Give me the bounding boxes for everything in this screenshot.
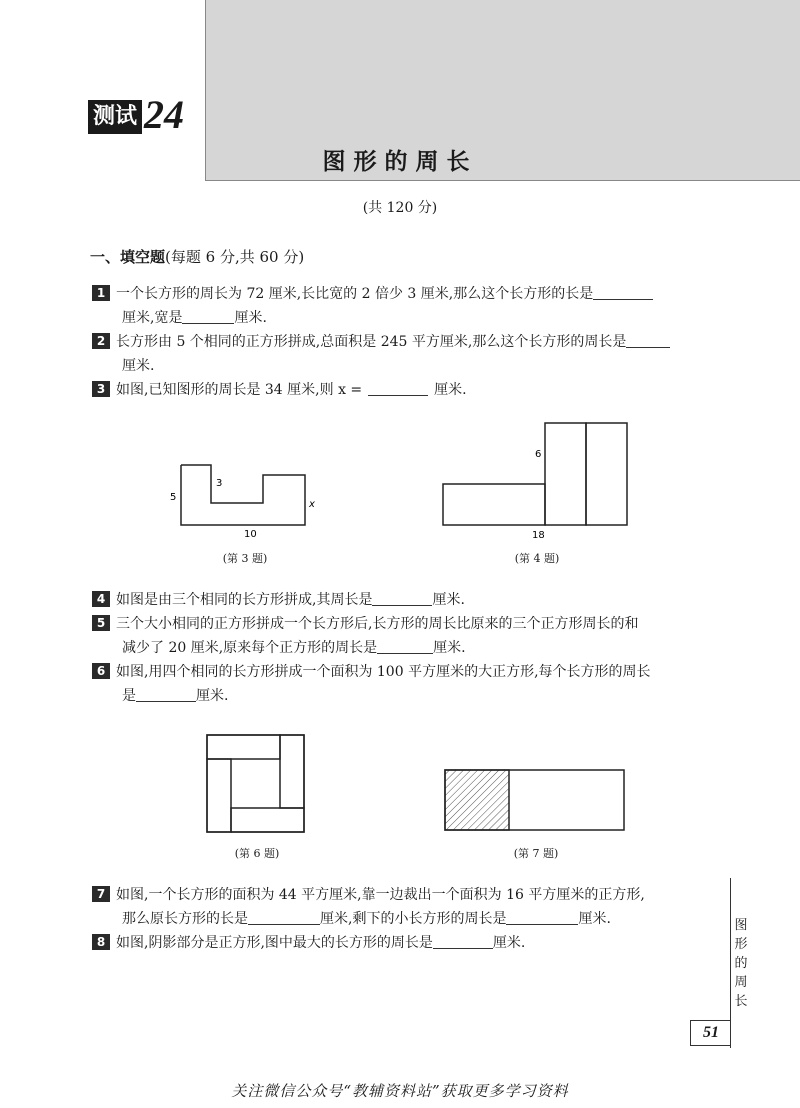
question-number: 2 — [92, 333, 110, 349]
question-number: 6 — [92, 663, 110, 679]
page-title: 图形的周长 — [322, 149, 478, 175]
answer-blank[interactable] — [626, 333, 670, 348]
question-text: 厘米. — [434, 382, 467, 398]
fig6-rect-right — [280, 735, 304, 808]
question-text: 厘米. — [433, 640, 466, 656]
total-score: (共 120 分) — [362, 200, 438, 216]
answer-blank[interactable] — [506, 910, 578, 925]
fig3-label-5: 5 — [170, 492, 177, 503]
question-text: 如图,用四个相同的长方形拼成一个面积为 100 平方厘米的大正方形,每个长方形的周长 — [116, 664, 651, 680]
answer-blank[interactable] — [368, 381, 428, 396]
answer-blank[interactable] — [593, 285, 653, 300]
question-text: 如图是由三个相同的长方形拼成,其周长是 — [116, 592, 373, 608]
figure-3 — [165, 455, 325, 565]
header-background — [205, 0, 800, 181]
question-5 — [92, 612, 638, 636]
question-text: 厘米. — [234, 310, 267, 326]
section-note: (每题 6 分,共 60 分) — [165, 248, 305, 266]
question-text: 厘米. — [492, 935, 526, 951]
sidebar-char: 长 — [734, 994, 748, 1009]
fig4-rect-vertical-2 — [586, 423, 627, 525]
section-heading — [90, 246, 304, 267]
figure-3-caption: (第 3 题) — [222, 552, 268, 565]
question-text: 厘米. — [578, 911, 611, 927]
figure-7-caption: (第 7 题) — [513, 847, 559, 860]
fig3-label-3: 3 — [216, 478, 223, 489]
sidebar-char: 的 — [734, 956, 748, 971]
question-7 — [92, 883, 645, 907]
question-number: 8 — [92, 934, 110, 950]
question-text: 长方形由 5 个相同的正方形拼成,总面积是 245 平方厘米,那么这个长方形的周长是 — [116, 334, 627, 350]
question-3 — [92, 378, 467, 402]
question-text: 如图,一个长方形的面积为 44 平方厘米,靠一边裁出一个面积为 16 平方厘米的正方形, — [116, 887, 645, 903]
question-4 — [92, 588, 465, 612]
question-text: 一个长方形的周长为 72 厘米,长比宽的 2 倍少 3 厘米,那么这个长方形的长是 — [116, 286, 594, 302]
fig4-rect-vertical-1 — [545, 423, 586, 525]
question-text: 三个大小相同的正方形拼成一个长方形后,长方形的周长比原来的三个正方形周长的和 — [116, 616, 639, 632]
question-number: 5 — [92, 615, 110, 631]
sidebar-chapter-title — [733, 916, 749, 1011]
question-number: 3 — [92, 381, 110, 397]
fig7-shaded-square — [445, 770, 509, 830]
test-label: 测试 — [88, 100, 142, 134]
answer-blank[interactable] — [182, 309, 234, 324]
figure-4-caption: (第 4 题) — [514, 552, 560, 565]
fig3-label-10: 10 — [244, 529, 257, 540]
figure-4 — [435, 415, 635, 545]
test-badge — [88, 92, 185, 137]
fig6-rect-top — [207, 735, 280, 759]
answer-blank[interactable] — [136, 687, 196, 702]
question-6-cont — [122, 684, 228, 708]
question-5-cont — [122, 636, 466, 660]
answer-blank[interactable] — [377, 639, 433, 654]
question-text: 厘米,剩下的小长方形的周长是 — [320, 911, 507, 927]
question-text: 厘米. — [432, 592, 465, 608]
answer-blank[interactable] — [372, 591, 432, 606]
fig4-label-6: 6 — [535, 449, 542, 460]
question-1 — [92, 282, 653, 306]
fig6-outer-square — [207, 735, 304, 832]
sidebar-char: 形 — [734, 937, 748, 952]
figure-6-caption: (第 6 题) — [234, 847, 280, 860]
question-text: 厘米,宽是 — [122, 310, 183, 326]
fig4-label-18: 18 — [532, 530, 545, 541]
question-6 — [92, 660, 651, 684]
section-title: 一、填空题 — [90, 248, 166, 266]
question-text: 厘米. — [196, 688, 229, 704]
question-text: 是 — [122, 688, 136, 704]
test-number: 24 — [144, 92, 185, 137]
question-2 — [92, 330, 670, 354]
fig3-label-x: x — [309, 499, 315, 510]
question-number: 7 — [92, 886, 110, 902]
figure-3-shape — [181, 465, 305, 525]
footer-note: 关注微信公众号“教辅资料站”获取更多学习资料 — [231, 1082, 569, 1100]
question-text: 如图,阴影部分是正方形,图中最大的长方形的周长是 — [116, 935, 433, 951]
question-7-cont — [122, 907, 611, 931]
figure-6 — [200, 728, 312, 840]
sidebar-char: 周 — [734, 975, 748, 990]
question-number: 1 — [92, 285, 110, 301]
sidebar-char: 图 — [734, 918, 748, 933]
fig6-rect-left — [207, 759, 231, 832]
question-text: 那么原长方形的长是 — [122, 911, 248, 927]
answer-blank[interactable] — [248, 910, 320, 925]
answer-blank[interactable] — [433, 934, 493, 949]
fig4-rect-horizontal — [443, 484, 545, 525]
question-number: 4 — [92, 591, 110, 607]
fig6-rect-bottom — [231, 808, 304, 832]
question-8 — [92, 931, 525, 955]
page-number: 51 — [690, 1020, 731, 1046]
figure-7 — [440, 765, 630, 835]
question-2-cont: 厘米. — [122, 358, 155, 374]
question-text: 如图,已知图形的周长是 34 厘米,则 x = — [116, 382, 363, 398]
question-text: 减少了 20 厘米,原来每个正方形的周长是 — [122, 640, 378, 656]
question-1-cont — [122, 306, 267, 330]
